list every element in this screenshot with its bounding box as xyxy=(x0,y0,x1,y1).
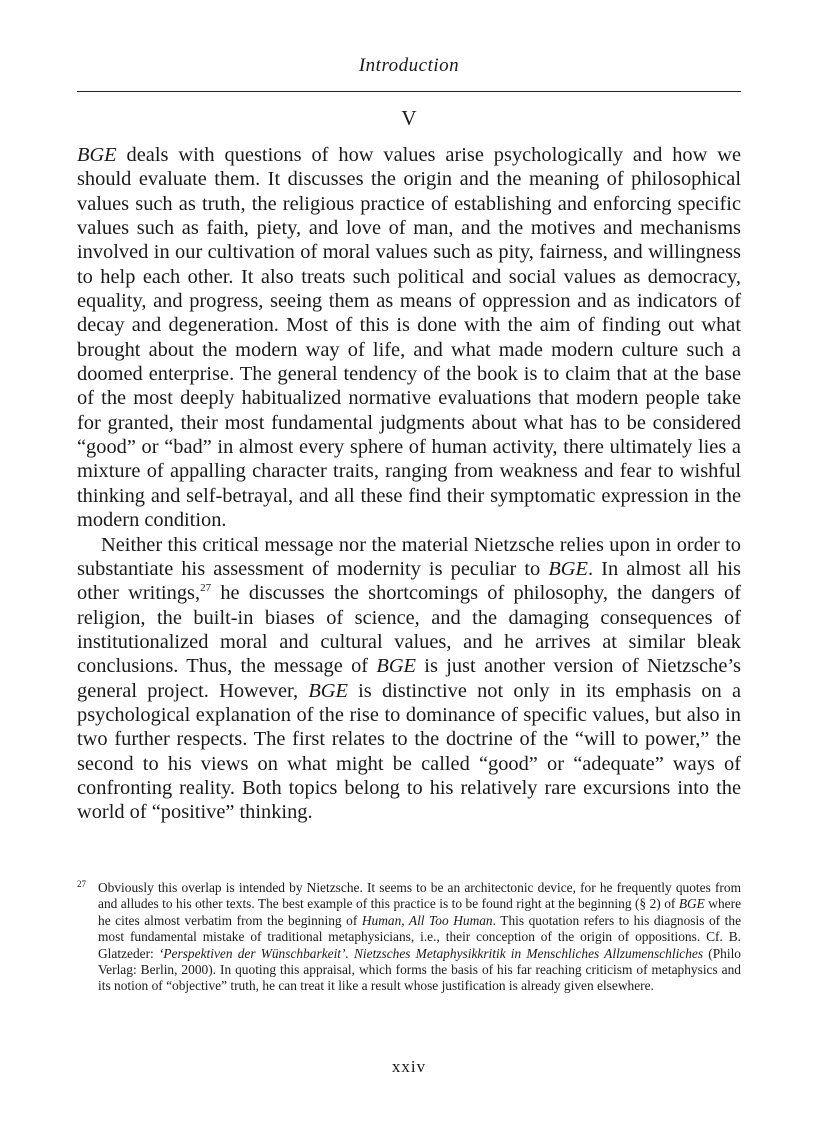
paragraph-2-text-3: he discusses the shortcomings of philosophy, the dangers of religion, the built-in biases of science, and the damaging consequences of institutionalized moral and cultural values, and he arrives at similar bleak conclusions. Thus, the message of xyxy=(77,582,741,678)
footnote-text-4: (Philo Verlag: Berlin, 2000). In quoting this appraisal, which forms the basis of his far reaching criticism of metaphysics and its notion of “objective” truth, he can treat it like a result whose justification is already given elsewhere. xyxy=(98,945,741,994)
paragraph-1-text: deals with questions of how values arise psychologically and how we should evaluate them. It discusses the origin and the meaning of philosophical values such as truth, the religious practice of establishing and enforcing specific values such as faith, piety, and love of man, and the motives and mechanisms involved in our cultivation of moral values such as pity, fairness, and willingness to help each other. It also treats such political and social values as democracy, equality, and progress, seeing them as means of oppression and as indicators of decay and degeneration. Most of this is done with the aim of finding out what brought about the modern way of life, and what made modern culture such a doomed enterprise. The general tendency of the book is to claim that at the base of the most deeply habitualized normative evaluations that modern people take for granted, their most fundamental judgments about what has to be considered “good” or “bad” in almost every sphere of human activity, there ultimately lies a mixture of appalling character traits, ranging from weakness and fear to wishful thinking and self-betrayal, and all these find their symptomatic expression in the modern condition. xyxy=(77,144,741,532)
paragraph-2-text-4: is just another version of Nietzsche’s general project. However, xyxy=(77,655,741,702)
paragraph-2-text-1: Neither this critical message nor the material Nietzsche relies upon in order to substantiate his assessment of modernity is peculiar to xyxy=(77,533,741,580)
page-number: xxiv xyxy=(391,1057,427,1076)
book-page xyxy=(77,0,741,1123)
paragraph-1 xyxy=(77,143,741,533)
footnote-text-2: where he cites almost verbatim from the beginning of xyxy=(98,896,742,928)
footnote xyxy=(77,880,741,995)
footnote-title-1: BGE xyxy=(678,896,705,912)
title-abbrev: BGE xyxy=(308,679,348,702)
footnote-27: 27 Obviously this overlap is intended by Nietzsche. It seems to be an architectonic device, for he frequently quotes from and alludes to his other texts. The best example of this practice is to be found right at the beginning (§ 2) of BGE where he cites almost verbatim from the beginning of Human, All Too Human. This quotation refers to his diagnosis of the most fundamental mistake of traditional metaphysicians, i.e., their conception of the origin of oppositions. Cf. B. Glatzeder: ‘Perspektiven der Wünschbarkeit’. Nietzsches Metaphysikkritik in Menschliches Allzumenschliches (Philo Verlag: Berlin, 2000). In quoting this appraisal, which forms the basis of his far reaching criticism of metaphysics and its notion of “objective” truth, he can treat it like a result whose justification is already given elsewhere. xyxy=(77,879,742,994)
footnote-text-3: . This quotation refers to his diagnosis of the most fundamental mistake of traditional metaphysicians, i.e., their conception of the origin of oppositions. Cf. B. Glatzeder: xyxy=(98,912,742,961)
running-head: Introduction xyxy=(358,55,460,76)
title-abbrev: BGE xyxy=(376,655,416,678)
footnote-title-3: ‘Perspektiven der Wünschbarkeit’. Nietzsches Metaphysikkritik in Menschliches Allzumenschliches xyxy=(158,945,704,961)
footnote-title-2: Human, All Too Human xyxy=(361,912,493,928)
footnote-reference[interactable]: 27 xyxy=(200,582,212,595)
title-abbrev: BGE xyxy=(548,557,588,580)
footnote-text-1: Obviously this overlap is intended by Nietzsche. It seems to be an architectonic device, for he frequently quotes from and alludes to his other texts. The best example of this practice is to be found right at the beginning (§ 2) of xyxy=(98,880,741,912)
header-rule xyxy=(77,91,741,92)
title-abbrev: BGE xyxy=(77,144,117,166)
paragraph-2-text-2: . In almost all his other writings, xyxy=(77,557,741,605)
section-number: V xyxy=(401,106,417,130)
paragraph-2-text-5: is distinctive not only in its emphasis on a psychological explanation of the rise to dominance of specific values, but also in two further respects. The first relates to the doctrine of the “will to power,” the second to his views on what might be called “good” or “adequate” ways of confronting reality. Both topics belong to his relatively rare excursions into the world of “positive” thinking. xyxy=(77,679,741,824)
paragraph-2 xyxy=(77,533,741,825)
body-text xyxy=(77,143,741,825)
